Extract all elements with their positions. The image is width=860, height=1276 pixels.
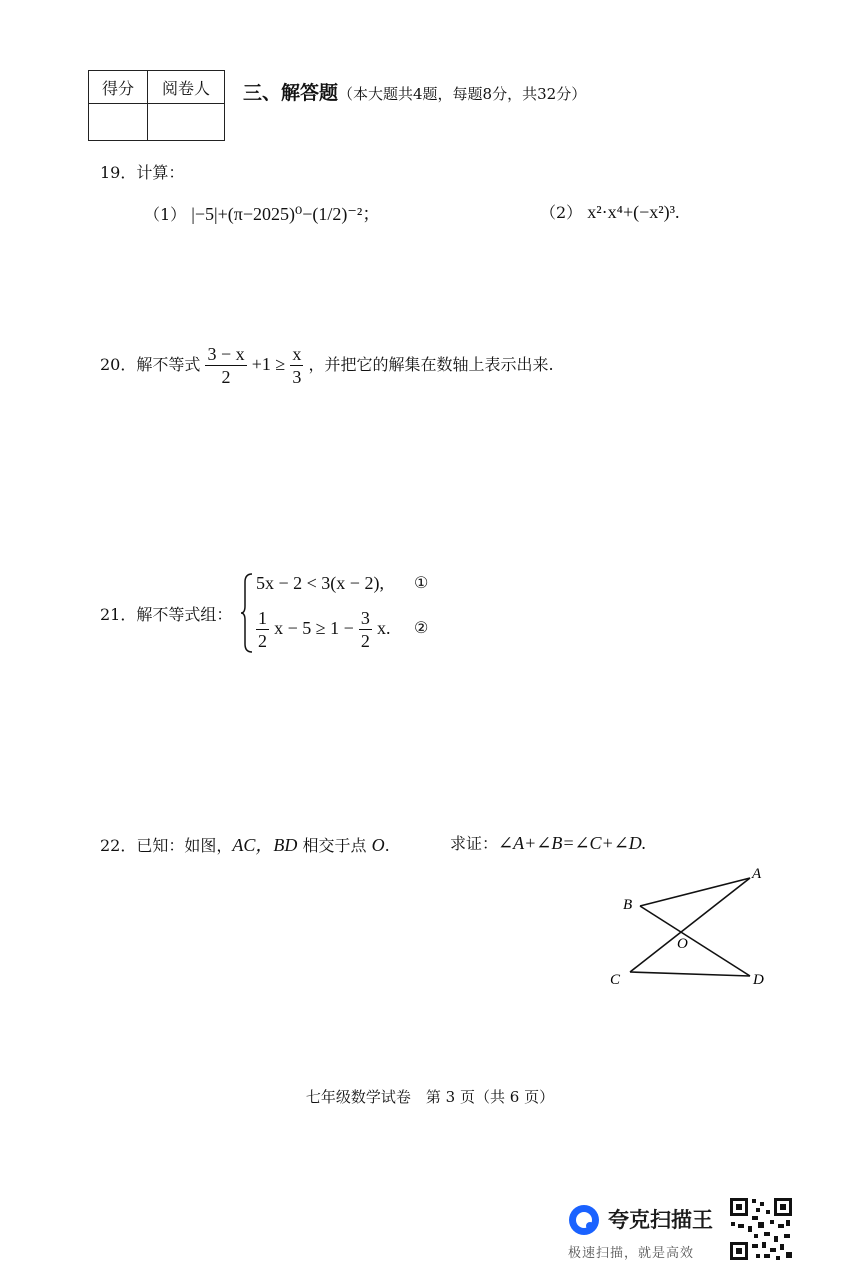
q22-given: AC，BD	[232, 835, 298, 855]
q21-frac2-den: 2	[360, 631, 370, 651]
q22-prove-expr: ∠A+∠B=∠C+∠D.	[498, 833, 647, 853]
q22-prove-label: 求证：	[450, 834, 499, 853]
segment-CA	[630, 878, 750, 972]
score-header: 得分	[89, 71, 148, 104]
q20	[100, 340, 554, 389]
score-table	[88, 70, 225, 141]
q21-ineq2-row	[256, 605, 496, 652]
label-C: C	[610, 972, 621, 988]
label-D: D	[753, 972, 764, 988]
q22-period: .	[384, 836, 390, 855]
q22	[100, 831, 390, 857]
q20-mid: +1 ≥	[251, 354, 286, 374]
q21-ineq1: 5x − 2 < 3(x − 2),	[256, 573, 384, 593]
q19-part2-expr: x²·x⁴+(−x²)³.	[587, 202, 680, 222]
q20-frac-lhs-den: 2	[221, 367, 231, 387]
section-heading	[243, 78, 586, 105]
q19-part2-label: （2）	[540, 203, 583, 222]
q21-frac1-den: 2	[258, 631, 267, 651]
q21-frac1	[256, 607, 269, 652]
page-footer: 七年级数学试卷 第 3 页（共 6 页）	[305, 1088, 555, 1106]
q20-frac-rhs-num: x	[292, 344, 302, 364]
q21-frac2-num: 3	[360, 608, 370, 628]
q20-label: 20．解不等式	[100, 355, 201, 374]
segment-CD	[630, 972, 750, 976]
q20-frac-rhs	[290, 343, 303, 388]
quark-logo-icon	[566, 1202, 602, 1238]
segment-BA	[640, 878, 750, 906]
q21-frac2	[359, 607, 372, 652]
label-B: B	[623, 897, 633, 913]
watermark-slogan: 极速扫描，就是高效	[568, 1246, 695, 1261]
q21-tag2: ②	[414, 618, 429, 637]
q21-label: 21．解不等式组：	[100, 605, 233, 624]
q20-frac-lhs-num: 3 − x	[207, 344, 245, 364]
segment-BD	[640, 906, 750, 976]
label-O: O	[677, 936, 688, 952]
q21-brace	[240, 572, 254, 654]
label-A: A	[752, 866, 762, 882]
q22-prove	[450, 831, 646, 854]
q20-frac-rhs-den: 3	[292, 367, 302, 387]
q22-point: O	[371, 835, 385, 855]
q19-part1	[144, 200, 380, 226]
section-title: 三、解答题	[243, 82, 339, 104]
q20-tail: ，并把它的解集在数轴上表示出来.	[308, 355, 554, 374]
q21-ineq2-part1: x − 5 ≥ 1 −	[274, 618, 354, 638]
q21-ineq2-part2: x.	[376, 618, 391, 638]
q22-given-tail: 相交于点	[297, 836, 372, 855]
section-note: （本大题共4题，每题8分，共32分）	[338, 85, 587, 103]
grader-cell	[148, 104, 225, 141]
q21-frac1-num: 1	[258, 608, 267, 628]
q21-ineq1-row	[256, 573, 496, 594]
q22-label: 22．已知：如图，	[100, 836, 233, 855]
q19-part1-expr: |−5|+(π−2025)⁰−(1/2)⁻²；	[191, 204, 381, 224]
q21-tag1: ①	[414, 573, 429, 592]
score-cell	[89, 104, 148, 141]
q20-frac-lhs	[205, 343, 246, 388]
grader-header: 阅卷人	[148, 71, 225, 104]
q19-part2	[540, 200, 680, 223]
watermark-brand: 夸克扫描王	[608, 1208, 713, 1232]
geometry-figure	[600, 858, 780, 998]
q19-part1-label: （1）	[144, 205, 187, 224]
q19-label: 19．计算：	[100, 163, 185, 182]
qr-code-icon	[728, 1196, 794, 1262]
